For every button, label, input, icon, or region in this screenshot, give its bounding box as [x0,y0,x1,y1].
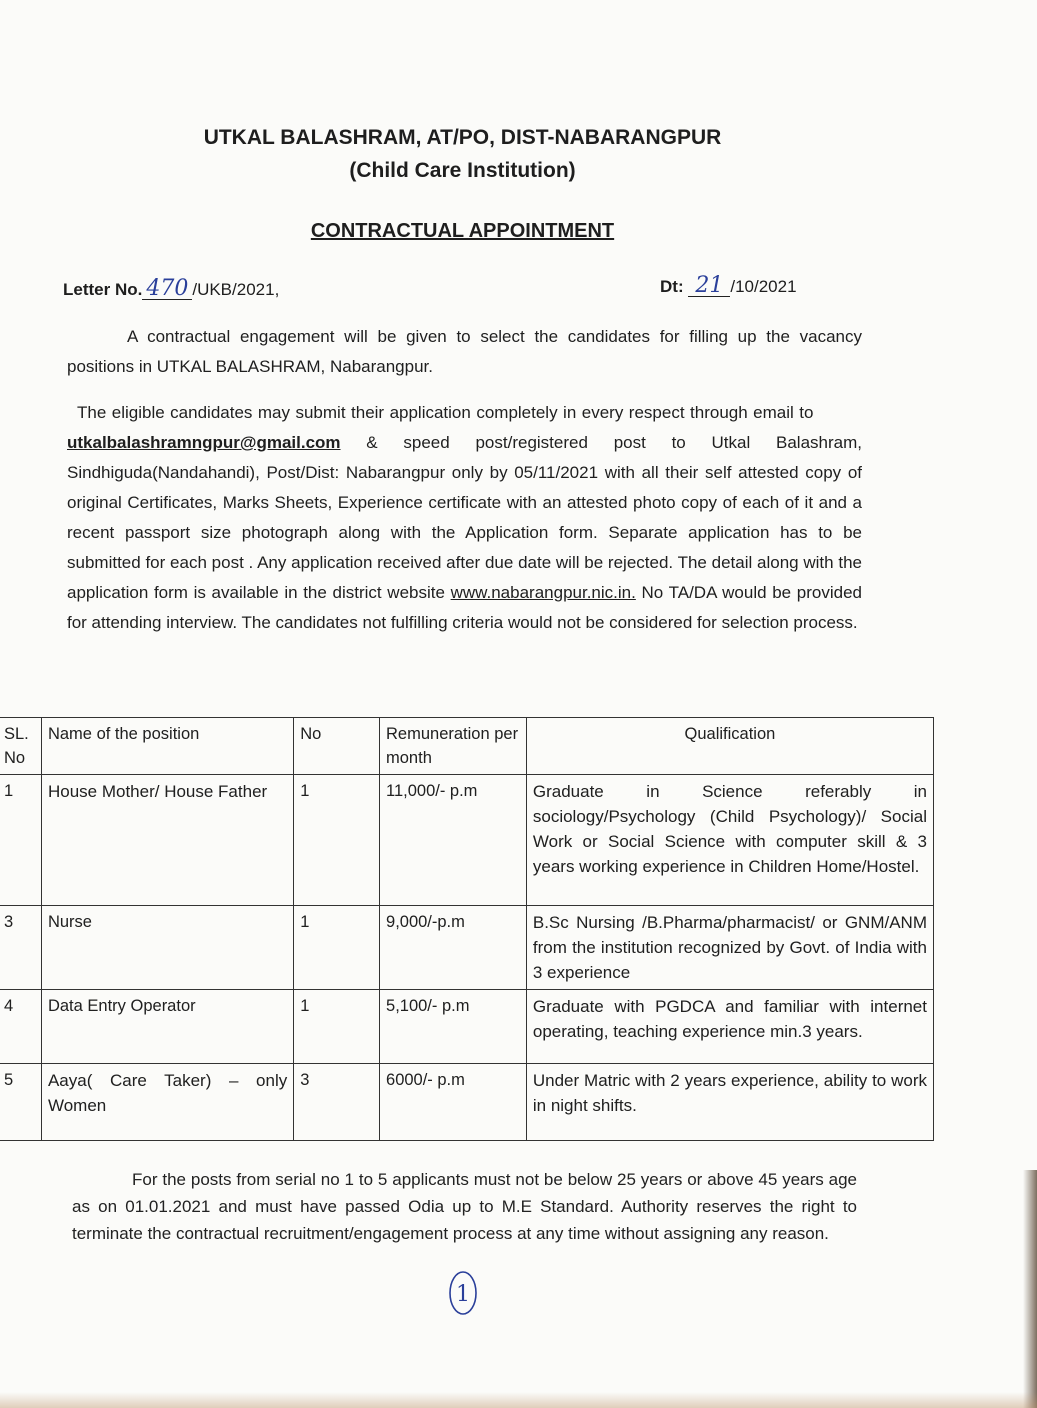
scan-edge-shadow [1023,1170,1037,1408]
cell-count: 1 [294,775,380,906]
header-count: No [294,718,380,775]
table-header-row [0,718,934,775]
cell-position-name: Data Entry Operator [41,990,293,1064]
positions-table-wrapper [0,717,934,1141]
cell-qualification: B.Sc Nursing /B.Pharma/pharmacist/ or GNM/ANM from the institution recognized by Govt. of India with 3 experience [526,906,933,990]
page-number-circle-icon [445,1268,481,1318]
letter-number-suffix: /UKB/2021, [192,280,280,299]
cell-remuneration: 5,100/- p.m [380,990,527,1064]
cell-sl: 4 [0,990,41,1064]
application-text-part1: The eligible candidates may submit their application completely in every respect through email to [77,403,814,422]
district-website: www.nabarangpur.nic.in. [450,583,636,602]
cell-qualification: Graduate with PGDCA and familiar with internet operating, teaching experience min.3 years. [526,990,933,1064]
application-paragraph [67,398,862,638]
email-address: utkalbalashramngpur@gmail.com [67,433,341,452]
header-position-name: Name of the position [41,718,293,775]
cell-remuneration: 6000/- p.m [380,1064,527,1141]
document-title: CONTRACTUAL APPOINTMENT [310,220,615,242]
scan-bottom-edge [0,1392,1037,1408]
header-sl-no: SL. No [0,718,41,775]
cell-sl: 1 [0,775,41,906]
cell-remuneration: 11,000/- p.m [380,775,527,906]
date-month-year: /10/2021 [730,277,797,296]
cell-remuneration: 9,000/-p.m [380,906,527,990]
intro-paragraph: A contractual engagement will be given to select the candidates for filling up the vacancy positions in UTKAL BALASHRAM, Nabarangpur. [67,327,862,376]
cell-count: 1 [294,990,380,1064]
cell-qualification: Under Matric with 2 years experience, ability to work in night shifts. [526,1064,933,1141]
letter-number-line [63,276,280,301]
cell-sl: 3 [0,906,41,990]
table-row [0,990,934,1064]
header-remuneration: Remuneration per month [380,718,527,775]
page-number-text: 1 [456,1282,470,1307]
table-row [0,775,934,906]
cell-qualification: Graduate in Science referably in sociology/Psychology (Child Psychology)/ Social Work or Social Science with computer skill & 3 years working experience in Children Home/Hostel. [526,775,933,906]
cell-count: 3 [294,1064,380,1141]
letter-date-line [660,273,797,298]
letter-number-label: Letter No. [63,280,143,299]
positions-table [0,717,934,1141]
application-text-part3: No TA/DA would be provided for attending interview. The candidates not fulfilling criteria would not be considered for selection process. [67,583,862,632]
table-row [0,906,934,990]
organization-heading: UTKAL BALASHRAM, AT/PO, DIST-NABARANGPUR [203,126,722,149]
table-row [0,1064,934,1141]
cell-position-name: Aaya( Care Taker) – only Women [41,1064,293,1141]
closing-text: For the posts from serial no 1 to 5 applicants must not be below 25 years or above 45 years age as on 01.01.2021 and must have passed Odia up to M.E Standard. Authority reserves the right to terminate the contractual recruitment/engagement process at any time without assigning any reason. [72,1170,857,1243]
application-text-part2: & speed post/registered post to Utkal Balashram, Sindhiguda(Nandahandi), Post/Dist: Nabarangpur only by 05/11/2021 with all their self attested copy of original Certificates, Marks Sheets, Experience certificate with an attested photo copy of each of it and a recent passport size photograph along with the Application form. Separate application has to be submitted for each post . Any application received after due date will be rejected. The detail along with the application form is available in the district website [67,433,862,602]
header-qualification: Qualification [526,718,933,775]
cell-position-name: Nurse [41,906,293,990]
letter-number-handwritten: 470 [142,279,192,300]
closing-paragraph [72,1166,857,1247]
cell-count: 1 [294,906,380,990]
date-day-handwritten: 21 [688,276,730,297]
handwritten-page-number [445,1268,481,1323]
cell-position-name: House Mother/ House Father [41,775,293,906]
date-label: Dt: [660,277,684,296]
cell-sl: 5 [0,1064,41,1141]
institution-subheading: (Child Care Institution) [349,159,576,182]
